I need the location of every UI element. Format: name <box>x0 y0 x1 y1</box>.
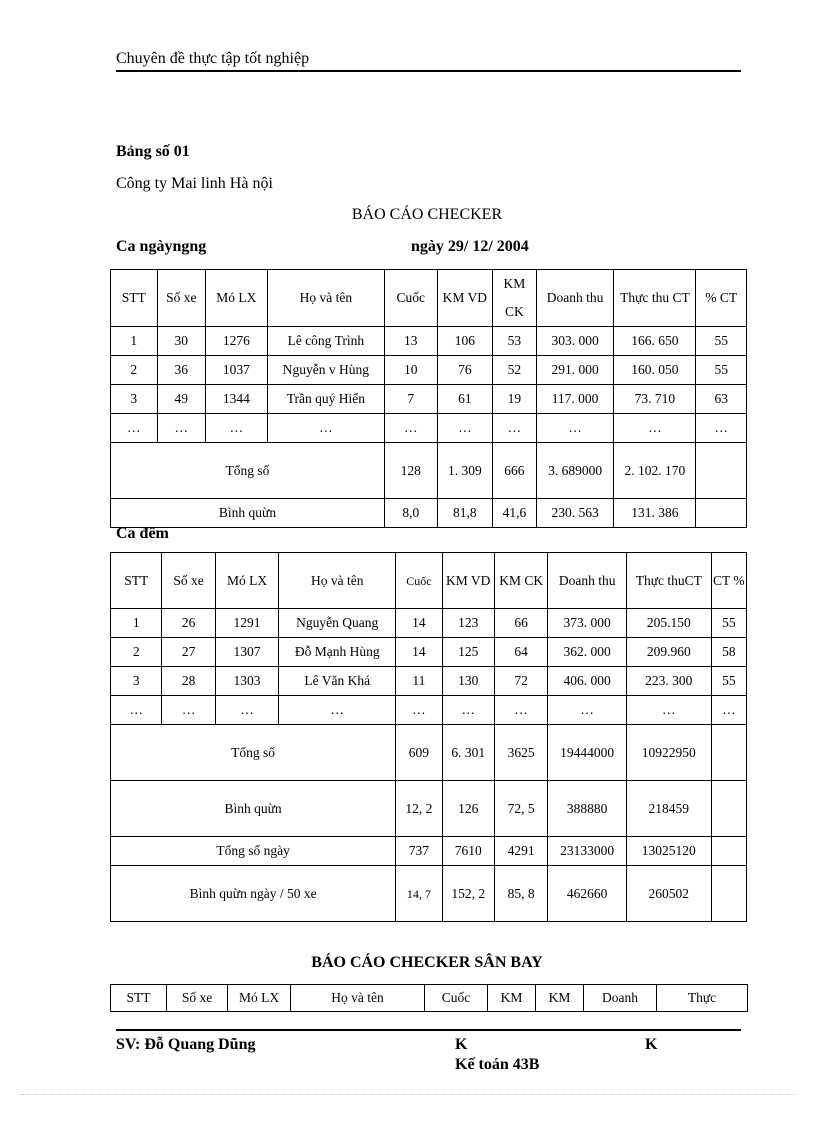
average-row <box>111 781 747 837</box>
summary-doanh-thu: 462660 <box>548 866 627 922</box>
company-name: Công ty Mai linh Hà nội <box>116 175 273 192</box>
summary-cuoc: 14, 7 <box>396 866 442 922</box>
average-km-vd: 81,8 <box>437 499 493 528</box>
summary-thuc-thu: 218459 <box>626 781 711 837</box>
table-cell: … <box>437 414 493 443</box>
table-row <box>111 609 747 638</box>
col-header-doanh-thu: Doanh thu <box>536 270 614 327</box>
summary-cuoc: 737 <box>396 837 442 866</box>
table-cell: … <box>162 696 215 725</box>
table-cell: 55 <box>711 667 746 696</box>
table-row <box>111 638 747 667</box>
table-row-ellipsis <box>111 696 747 725</box>
table-cell: 205.150 <box>626 609 711 638</box>
table-cell: 1307 <box>215 638 278 667</box>
footer-rule <box>116 1029 741 1031</box>
col-header-doanh-thu: Doanh <box>584 985 657 1012</box>
table-cell: 28 <box>162 667 215 696</box>
summary-pct <box>711 866 746 922</box>
class-name: Kế toán 43B <box>455 1056 540 1073</box>
col-header-so-xe: Số xe <box>167 985 228 1012</box>
col-header-km-vd: KM VD <box>437 270 493 327</box>
col-header-thuc-thu: Thực <box>657 985 748 1012</box>
summary-pct <box>711 837 746 866</box>
table-cell: … <box>626 696 711 725</box>
table-cell: 1 <box>111 609 162 638</box>
col-header-km-ck: KM CK <box>494 553 547 609</box>
total-label: Tổng số <box>111 443 385 499</box>
table-cell: 209.960 <box>626 638 711 667</box>
table-cell: 160. 050 <box>614 356 696 385</box>
summary-km-ck: 85, 8 <box>494 866 547 922</box>
col-header-mo-lx: Mó LX <box>206 270 268 327</box>
day-shift-label: Ca ngàyngng <box>116 238 207 255</box>
table-cell: … <box>494 696 547 725</box>
table-cell: … <box>396 696 442 725</box>
average-doanh-thu: 230. 563 <box>536 499 614 528</box>
table-cell: Nguyễn Quang <box>279 609 396 638</box>
table-cell: … <box>614 414 696 443</box>
table-cell: Lê Văn Khá <box>279 667 396 696</box>
table-cell: 106 <box>437 327 493 356</box>
col-header-km-ck: KM <box>536 985 584 1012</box>
table-cell: … <box>111 414 158 443</box>
table-cell: 76 <box>437 356 493 385</box>
table-cell: 125 <box>442 638 494 667</box>
summary-cuoc: 609 <box>396 725 442 781</box>
table-cell: 36 <box>157 356 206 385</box>
table-cell: 55 <box>696 327 747 356</box>
footer-k-left: K <box>455 1036 468 1053</box>
col-header-km-vd: KM VD <box>442 553 494 609</box>
summary-pct <box>711 781 746 837</box>
col-header-thuc-thu: Thực thu CT <box>614 270 696 327</box>
summary-doanh-thu: 19444000 <box>548 725 627 781</box>
table-cell: 1344 <box>206 385 268 414</box>
day-shift-table <box>110 269 747 528</box>
table-cell: 1037 <box>206 356 268 385</box>
col-header-cuoc: Cuốc <box>396 553 442 609</box>
col-header-ho-ten: Họ và tên <box>279 553 396 609</box>
table-cell: 1 <box>111 327 158 356</box>
summary-km-vd: 6. 301 <box>442 725 494 781</box>
airport-table <box>110 984 748 1012</box>
day-total-row <box>111 837 747 866</box>
table-cell: … <box>215 696 278 725</box>
airport-report-title: BÁO CÁO CHECKER SÂN BAY <box>311 954 543 971</box>
table-cell: 303. 000 <box>536 327 614 356</box>
table-cell: 3 <box>111 385 158 414</box>
table-cell: 61 <box>437 385 493 414</box>
table-cell: 7 <box>384 385 437 414</box>
table-cell: 2 <box>111 638 162 667</box>
table-cell: 11 <box>396 667 442 696</box>
table-cell: 27 <box>162 638 215 667</box>
table-row <box>111 385 747 414</box>
table-cell: 53 <box>493 327 536 356</box>
table-cell: 55 <box>711 609 746 638</box>
total-pct <box>696 443 747 499</box>
col-header-so-xe: Số xe <box>162 553 215 609</box>
table-cell: Đỗ Mạnh Hùng <box>279 638 396 667</box>
table-cell: … <box>384 414 437 443</box>
col-header-thuc-thu: Thực thuCT <box>626 553 711 609</box>
col-header-pct: CT % <box>711 553 746 609</box>
table-cell: Lê công Trình <box>267 327 384 356</box>
table-cell: 26 <box>162 609 215 638</box>
total-row <box>111 443 747 499</box>
table-cell: 73. 710 <box>614 385 696 414</box>
col-header-stt: STT <box>111 270 158 327</box>
table-cell: 19 <box>493 385 536 414</box>
table-cell: 1303 <box>215 667 278 696</box>
sheet-number: Bảng số 01 <box>116 143 190 160</box>
table-cell: 66 <box>494 609 547 638</box>
table-cell: 123 <box>442 609 494 638</box>
table-cell: 291. 000 <box>536 356 614 385</box>
summary-thuc-thu: 10922950 <box>626 725 711 781</box>
average-thuc-thu: 131. 386 <box>614 499 696 528</box>
student-name: SV: Đỗ Quang Dũng <box>116 1036 256 1053</box>
table-cell: 52 <box>493 356 536 385</box>
header-rule <box>116 70 741 72</box>
summary-km-vd: 7610 <box>442 837 494 866</box>
summary-thuc-thu: 13025120 <box>626 837 711 866</box>
average-cuoc: 8,0 <box>384 499 437 528</box>
col-header-km-vd: KM <box>488 985 536 1012</box>
table-row <box>111 356 747 385</box>
table-row <box>111 327 747 356</box>
table-cell: … <box>206 414 268 443</box>
summary-label: Tổng số <box>111 725 396 781</box>
night-shift-table <box>110 552 747 922</box>
table-cell: 14 <box>396 638 442 667</box>
total-row <box>111 725 747 781</box>
table-cell: … <box>267 414 384 443</box>
summary-km-ck: 4291 <box>494 837 547 866</box>
col-header-mo-lx: Mó LX <box>228 985 291 1012</box>
col-header-ho-ten: Họ và tên <box>267 270 384 327</box>
table-cell: 63 <box>696 385 747 414</box>
table-cell: Trần quý Hiển <box>267 385 384 414</box>
table-row-ellipsis <box>111 414 747 443</box>
table-cell: 72 <box>494 667 547 696</box>
table-header-row <box>111 270 747 327</box>
average-label: Bình quừn <box>111 499 385 528</box>
table-cell: … <box>279 696 396 725</box>
summary-label: Tổng số ngày <box>111 837 396 866</box>
col-header-cuoc: Cuốc <box>384 270 437 327</box>
summary-cuoc: 12, 2 <box>396 781 442 837</box>
col-header-stt: STT <box>111 985 167 1012</box>
summary-km-vd: 152, 2 <box>442 866 494 922</box>
table-cell: 30 <box>157 327 206 356</box>
col-header-mo-lx: Mó LX <box>215 553 278 609</box>
total-km-vd: 1. 309 <box>437 443 493 499</box>
col-header-ho-ten: Họ và tên <box>291 985 425 1012</box>
footer-k-right: K <box>645 1036 658 1053</box>
table-cell: … <box>548 696 627 725</box>
table-cell: Nguyễn v Hùng <box>267 356 384 385</box>
col-header-doanh-thu: Doanh thu <box>548 553 627 609</box>
table-cell: 49 <box>157 385 206 414</box>
summary-doanh-thu: 388880 <box>548 781 627 837</box>
table-cell: 64 <box>494 638 547 667</box>
report-date: ngày 29/ 12/ 2004 <box>411 238 529 255</box>
average-km-ck: 41,6 <box>493 499 536 528</box>
col-header-km-ck: KM CK <box>493 270 536 327</box>
page-edge-dotted-line <box>20 1094 796 1095</box>
summary-label: Bình quừn ngày / 50 xe <box>111 866 396 922</box>
night-shift-label: Ca đêm <box>116 525 169 542</box>
table-cell: 3 <box>111 667 162 696</box>
col-header-so-xe: Số xe <box>157 270 206 327</box>
table-cell: 14 <box>396 609 442 638</box>
report-title: BÁO CÁO CHECKER <box>351 206 503 223</box>
summary-doanh-thu: 23133000 <box>548 837 627 866</box>
table-cell: … <box>536 414 614 443</box>
table-cell: … <box>157 414 206 443</box>
table-header-row <box>111 985 748 1012</box>
daily-average-row <box>111 866 747 922</box>
table-cell: 130 <box>442 667 494 696</box>
table-cell: 373. 000 <box>548 609 627 638</box>
table-cell: 55 <box>696 356 747 385</box>
table-cell: 13 <box>384 327 437 356</box>
table-row <box>111 667 747 696</box>
table-cell: … <box>711 696 746 725</box>
col-header-cuoc: Cuốc <box>425 985 488 1012</box>
average-pct <box>696 499 747 528</box>
col-header-stt: STT <box>111 553 162 609</box>
summary-km-vd: 126 <box>442 781 494 837</box>
table-cell: 406. 000 <box>548 667 627 696</box>
table-cell: … <box>442 696 494 725</box>
summary-pct <box>711 725 746 781</box>
total-km-ck: 666 <box>493 443 536 499</box>
col-header-pct: % CT <box>696 270 747 327</box>
total-thuc-thu: 2. 102. 170 <box>614 443 696 499</box>
summary-label: Bình quừn <box>111 781 396 837</box>
average-row <box>111 499 747 528</box>
summary-thuc-thu: 260502 <box>626 866 711 922</box>
table-cell: 1291 <box>215 609 278 638</box>
running-header-title: Chuyên đề thực tập tốt nghiệp <box>116 50 310 67</box>
table-header-row <box>111 553 747 609</box>
table-cell: … <box>111 696 162 725</box>
total-doanh-thu: 3. 689000 <box>536 443 614 499</box>
summary-km-ck: 72, 5 <box>494 781 547 837</box>
table-cell: 117. 000 <box>536 385 614 414</box>
table-cell: 58 <box>711 638 746 667</box>
table-cell: 166. 650 <box>614 327 696 356</box>
table-cell: 10 <box>384 356 437 385</box>
table-cell: 2 <box>111 356 158 385</box>
table-cell: 362. 000 <box>548 638 627 667</box>
total-cuoc: 128 <box>384 443 437 499</box>
summary-km-ck: 3625 <box>494 725 547 781</box>
table-cell: … <box>493 414 536 443</box>
table-cell: 1276 <box>206 327 268 356</box>
table-cell: … <box>696 414 747 443</box>
table-cell: 223. 300 <box>626 667 711 696</box>
